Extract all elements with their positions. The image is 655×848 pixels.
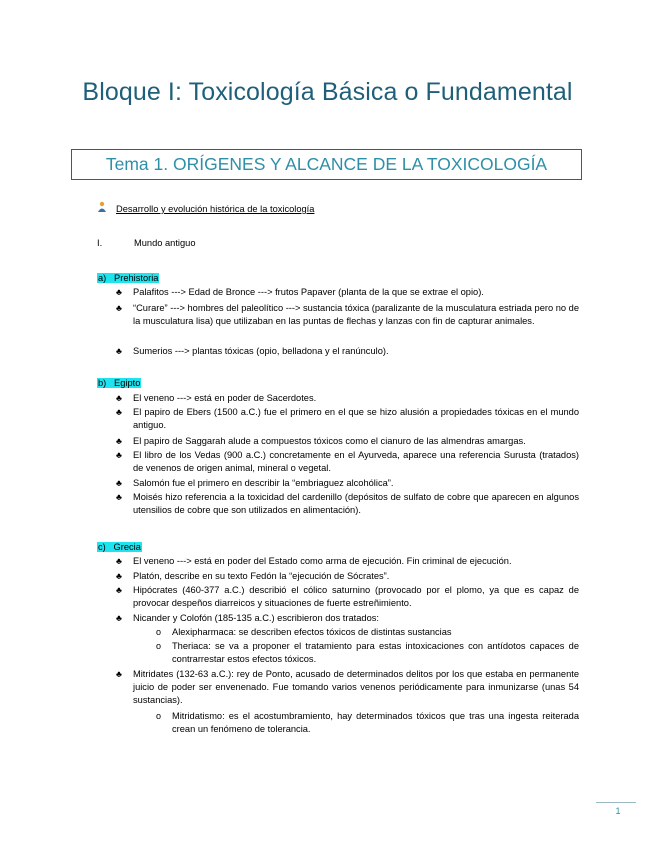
list-item: El libro de los Vedas (900 a.C.) concretamente en el Ayurveda, aparece una referencia Surusta (tratados) de venenos de origen animal, mineral o vegetal. <box>133 450 579 473</box>
list-item: Moisés hizo referencia a la toxicidad del cardenillo (depósitos de sulfato de cobre que aparecen en algunos utensilios de cobre que son utilizados en alimentación). <box>133 492 579 515</box>
section-title: Egipto <box>114 378 141 388</box>
topic-title-box <box>71 149 582 180</box>
section-label: b) <box>98 378 107 388</box>
bullet-icon: ♣ <box>116 613 122 623</box>
list-item: Platón, describe en su texto Fedón la “ejecución de Sócrates”. <box>133 571 390 581</box>
section-icon <box>96 201 108 217</box>
bullet-icon: ♣ <box>116 669 122 679</box>
bullet-icon: ♣ <box>116 287 122 297</box>
sub-list-item: Mitridatismo: es el acostumbramiento, hay determinados tóxicos que tras una ingesta reiterada crean un fenómeno de tolerancia. <box>172 711 579 734</box>
bullet-icon: ♣ <box>116 436 122 446</box>
footer-divider <box>596 802 636 803</box>
sub-list-item: Theriaca: se va a proponer el tratamiento para estas intoxicaciones con antídotos capaces de contrarrestar estos efectos tóxicos. <box>172 641 579 664</box>
list-item: Nicander y Colofón (185-135 a.C.) escribieron dos tratados: <box>133 613 379 623</box>
section-heading-egipto <box>97 377 141 390</box>
bullet-icon: ♣ <box>116 478 122 488</box>
list-item: Palafitos ---> Edad de Bronce ---> frutos Papaver (planta de la que se extrae el opio). <box>133 287 484 297</box>
topic-title: Tema 1. ORÍGENES Y ALCANCE DE LA TOXICOLOGÍA <box>105 154 548 174</box>
bullet-icon: ♣ <box>116 407 122 417</box>
page-number: 1 <box>615 806 621 816</box>
section-heading-prehistoria <box>97 272 159 285</box>
bullet-icon: ♣ <box>116 492 122 502</box>
bullet-icon: ♣ <box>116 585 122 595</box>
bullet-icon: ♣ <box>116 571 122 581</box>
sub-list-item: Alexipharmaca: se describen efectos tóxicos de distintas sustancias <box>172 627 452 637</box>
section-title: Grecia <box>113 542 141 552</box>
sub-bullet-icon: o <box>156 641 162 651</box>
section-label: c) <box>98 542 106 552</box>
section-label: a) <box>98 273 107 283</box>
bullet-icon: ♣ <box>116 393 122 403</box>
bullet-icon: ♣ <box>116 450 122 460</box>
bullet-icon: ♣ <box>116 556 122 566</box>
sub-bullet-icon: o <box>156 711 162 721</box>
list-item: Hipócrates (460-377 a.C.) describió el cólico saturnino (provocado por el plomo, ya que es capaz de provocar despeños diarreicos y situaciones de fuerte estreñimiento. <box>133 585 579 608</box>
list-item: “Curare” ---> hombres del paleolítico ---> sustancia tóxica (paralizante de la musculatura estriada pero no de la musculatura lisa) que utilizaban en las puntas de flechas y lanzas con fin de capturar animales. <box>133 303 579 326</box>
bullet-icon: ♣ <box>116 303 122 313</box>
list-item: El veneno ---> está en poder de Sacerdotes. <box>133 393 317 403</box>
list-item: El veneno ---> está en poder del Estado como arma de ejecución. Fin criminal de ejecución. <box>133 556 512 566</box>
bullet-icon: ♣ <box>116 346 122 356</box>
intro-heading: Desarrollo y evolución histórica de la toxicología <box>116 204 315 214</box>
document-title: Bloque I: Toxicología Básica o Fundamental <box>82 78 573 106</box>
list-item: Salomón fue el primero en describir la “embriaguez alcohólica”. <box>133 478 394 488</box>
list-item: El papiro de Ebers (1500 a.C.) fue el primero en el que se hizo alusión a propiedades tóxicas en el mundo antiguo. <box>133 407 579 430</box>
list-item: Mitridates (132-63 a.C.): rey de Ponto, acusado de determinados delitos por los que estaba en permanente juicio de poder ser envenenado. Fue tomando varios venenos periódicamente para inmunizarse (unas 54 sustancias). <box>133 669 579 705</box>
sub-bullet-icon: o <box>156 627 162 637</box>
section-heading-grecia <box>97 541 142 554</box>
roman-heading: Mundo antiguo <box>134 238 196 248</box>
roman-numeral: I. <box>97 238 103 248</box>
section-title: Prehistoria <box>114 273 159 283</box>
list-item: El papiro de Saggarah alude a compuestos tóxicos como el cianuro de las almendras amargas. <box>133 436 526 446</box>
list-item: Sumerios ---> plantas tóxicas (opio, belladona y el ranúnculo). <box>133 346 389 356</box>
